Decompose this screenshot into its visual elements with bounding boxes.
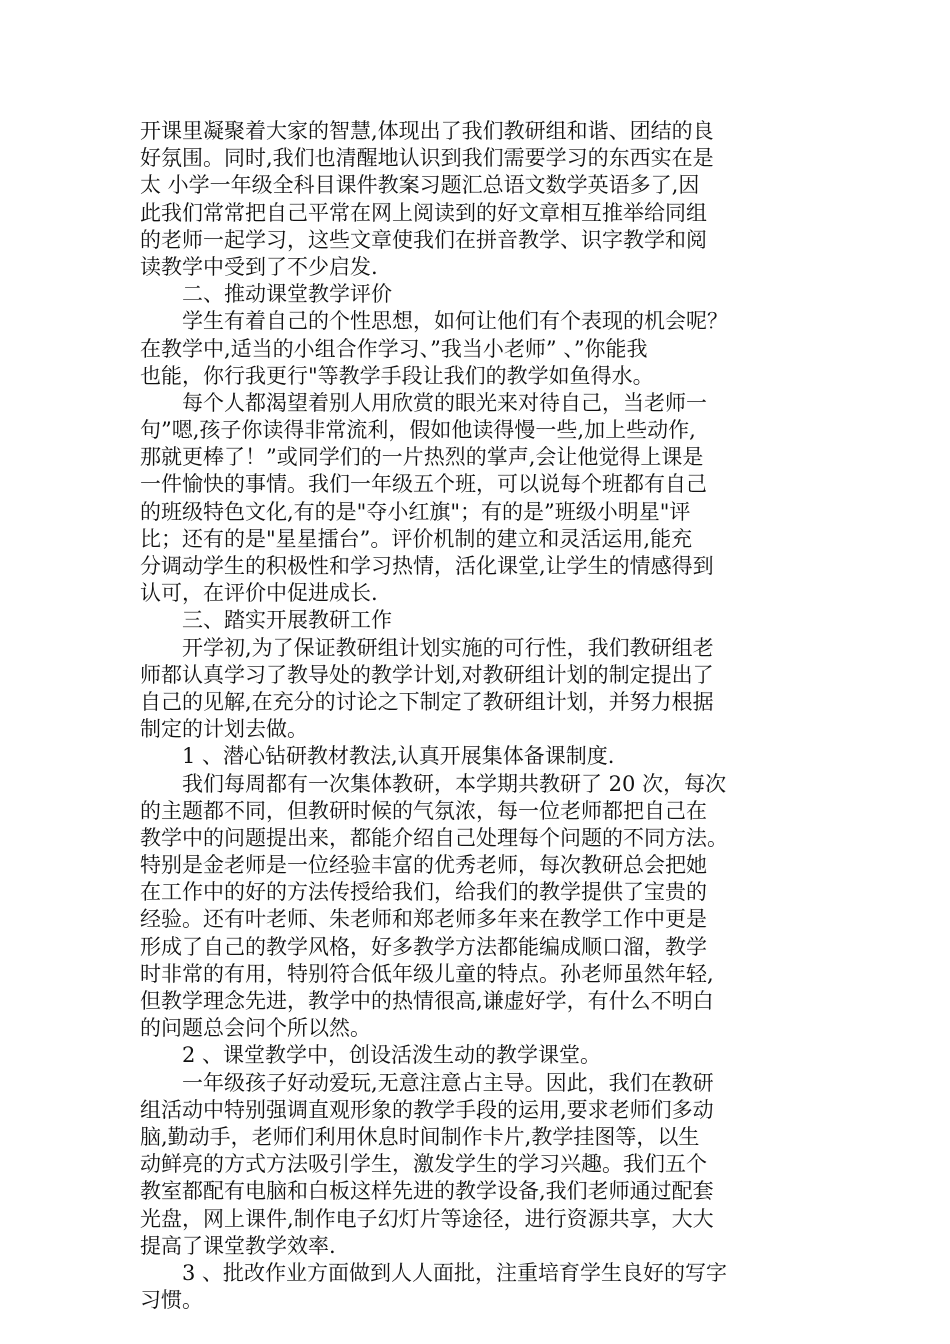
text-line: 1 、潜心钻研教材教法,认真开展集体备课制度. xyxy=(182,744,615,769)
text-line: 认可，在评价中促进成长. xyxy=(140,581,378,606)
text-line: 太 小学一年级全科目课件教案习题汇总语文数学英语多了,因 xyxy=(140,173,700,198)
text-line: 教室都配有电脑和白板这样先进的教学设备,我们老师通过配套 xyxy=(140,1179,714,1204)
text-line: 师都认真学习了教导处的教学计划,对教研组计划的制定提出了 xyxy=(140,662,714,687)
text-line: 教学中的问题提出来，都能介绍自己处理每个问题的不同方法。 xyxy=(140,825,728,850)
text-line: 在教学中,适当的小组合作学习、”我当小老师” 、”你能我 xyxy=(140,336,648,361)
text-line: 读教学中受到了不少启发. xyxy=(140,254,378,279)
text-line: 特别是金老师是一位经验丰富的优秀老师，每次教研总会把她 xyxy=(140,853,707,878)
text-line: 三、踏实开展教研工作 xyxy=(182,608,392,633)
text-line: 开学初,为了保证教研组计划实施的可行性，我们教研组老 xyxy=(182,635,714,660)
text-line: 比；还有的是"星星擂台”。评价机制的建立和灵活运用,能充 xyxy=(140,526,693,551)
text-line: 光盘，网上课件,制作电子幻灯片等途径，进行资源共享，大大 xyxy=(140,1206,714,1231)
text-line: 一件愉快的事情。我们一年级五个班，可以说每个班都有自己 xyxy=(140,472,707,497)
text-line: 提高了课堂教学效率. xyxy=(140,1233,336,1258)
text-line: 形成了自己的教学风格，好多教学方法都能编成顺口溜，教学 xyxy=(140,934,707,959)
text-line: 那就更棒了！”或同学们的一片热烈的掌声,会让他觉得上课是 xyxy=(140,445,704,470)
text-line: 2 、课堂教学中，创设活泼生动的教学课堂。 xyxy=(182,1043,602,1068)
document-page xyxy=(140,118,810,1314)
text-line: 脑,勤动手，老师们利用休息时间制作卡片,教学挂图等，以生 xyxy=(140,1124,700,1149)
text-line: 3 、批改作业方面做到人人面批，注重培育学生良好的写字 xyxy=(182,1260,728,1285)
text-line: 习惯。 xyxy=(140,1288,203,1313)
text-line: 在工作中的好的方法传授给我们，给我们的教学提供了宝贵的 xyxy=(140,880,707,905)
text-line: 的问题总会问个所以然。 xyxy=(140,1016,371,1041)
text-line: 的班级特色文化,有的是"夺小红旗"；有的是”班级小明星"评 xyxy=(140,499,691,524)
text-line: 制定的计划去做。 xyxy=(140,717,308,742)
text-line: 但教学理念先进，教学中的热情很高,谦虚好学，有什么不明白 xyxy=(140,989,714,1013)
text-line: 分调动学生的积极性和学习热情，活化课堂,让学生的情感得到 xyxy=(140,554,714,578)
text-line: 经验。还有叶老师、朱老师和郑老师多年来在教学工作中更是 xyxy=(140,907,707,932)
text-line: 一年级孩子好动爱玩,无意注意占主导。因此，我们在教研 xyxy=(182,1070,714,1095)
text-line: 此我们常常把自己平常在网上阅读到的好文章相互推举给同组 xyxy=(140,200,707,225)
text-line: 开课里凝聚着大家的智慧,体现出了我们教研组和谐、团结的良 xyxy=(140,119,714,143)
text-line: 时非常的有用，特别符合低年级儿童的特点。孙老师虽然年轻, xyxy=(140,961,714,986)
text-line: 自己的见解,在充分的讨论之下制定了教研组计划，并努力根据 xyxy=(140,689,714,714)
text-line: 组活动中特别强调直观形象的教学手段的运用,要求老师们多动 xyxy=(140,1097,714,1122)
text-line: 句”嗯,孩子你读得非常流利，假如他读得慢一些,加上些动作, xyxy=(140,418,696,443)
text-line: 我们每周都有一次集体教研，本学期共教研了 20 次，每次 xyxy=(182,771,727,796)
text-line: 的老师一起学习，这些文章使我们在拼音教学、识字教学和阅 xyxy=(140,227,707,252)
text-line: 的主题都不同，但教研时候的气氛浓，每一位老师都把自己在 xyxy=(140,798,707,823)
text-line: 学生有着自己的个性思想，如何让他们有个表现的机会呢？ xyxy=(182,309,728,334)
text-line: 动鲜亮的方式方法吸引学生，激发学生的学习兴趣。我们五个 xyxy=(140,1152,707,1177)
text-line: 每个人都渴望着别人用欣赏的眼光来对待自己，当老师一 xyxy=(182,390,707,415)
text-line: 也能，你行我更行"等教学手段让我们的教学如鱼得水。 xyxy=(140,363,654,388)
text-line: 好氛围。同时,我们也清醒地认识到我们需要学习的东西实在是 xyxy=(140,146,714,171)
text-line: 二、推动课堂教学评价 xyxy=(182,282,392,307)
